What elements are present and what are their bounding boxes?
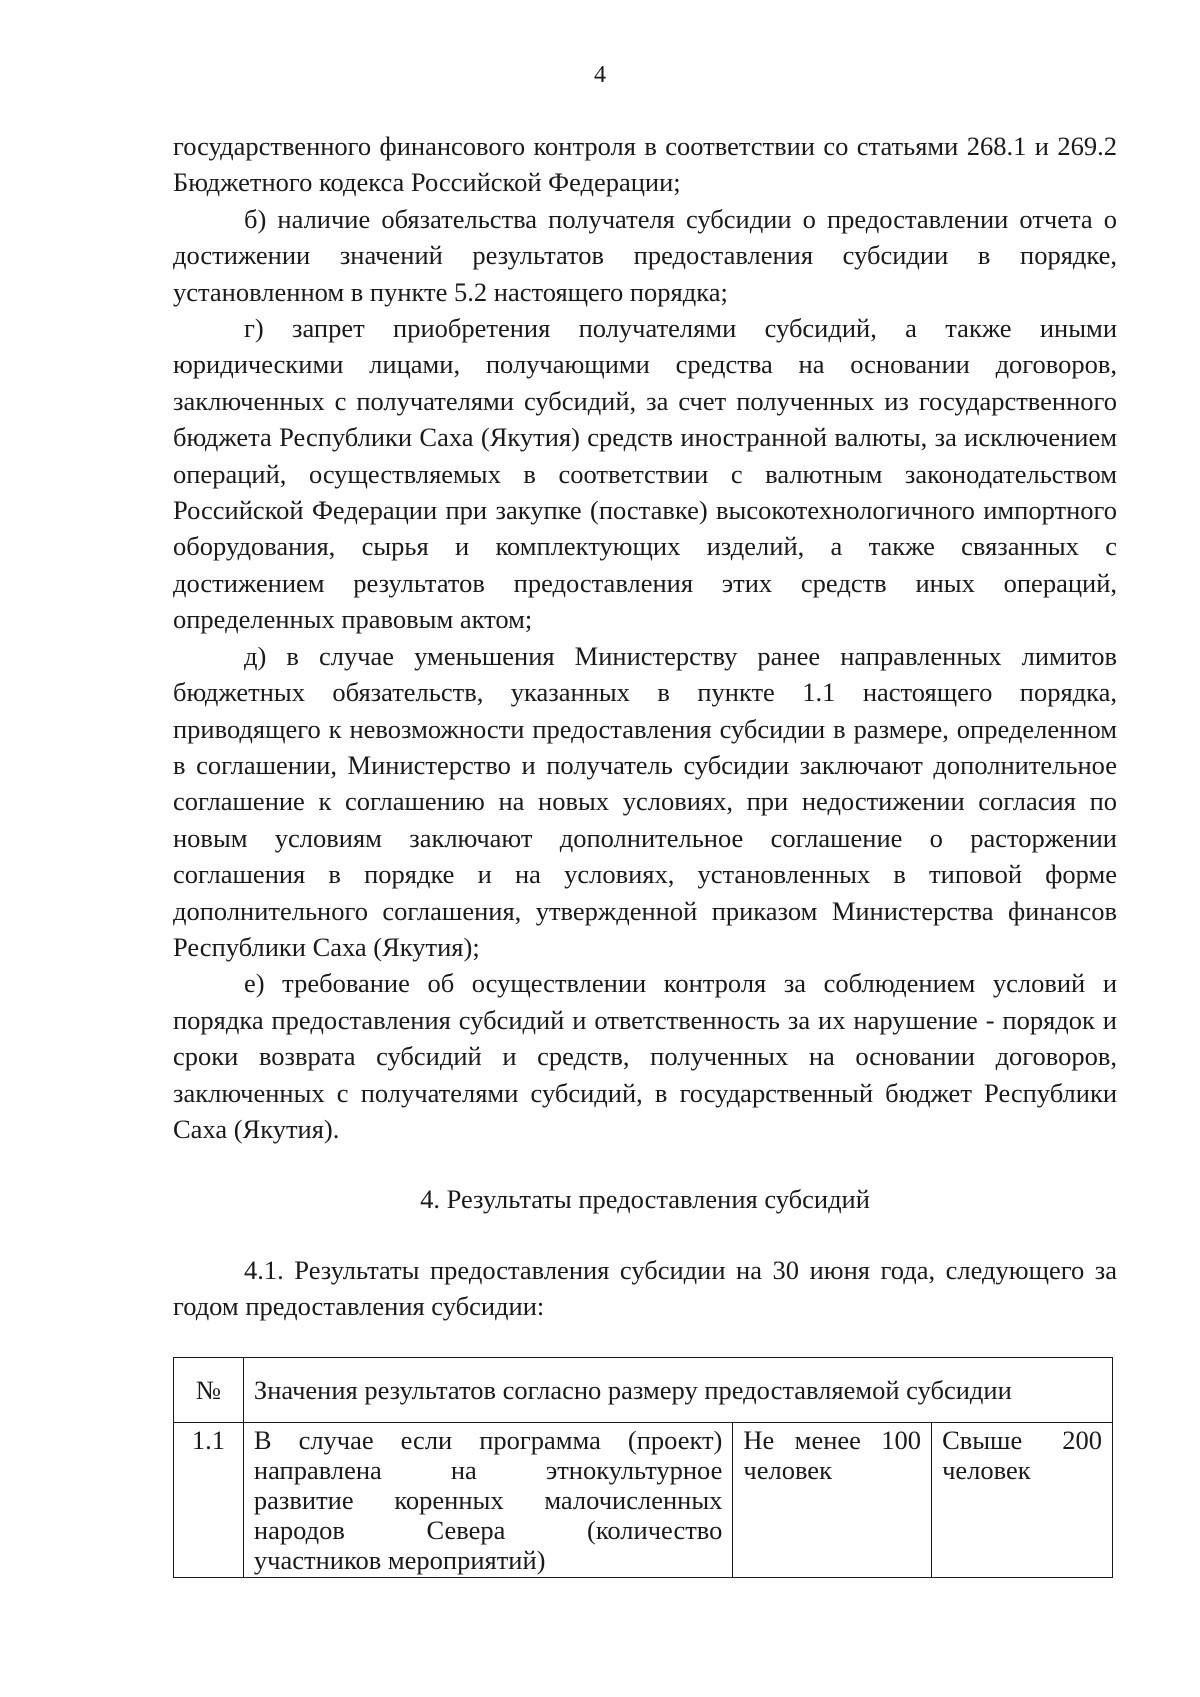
page-number: 4 bbox=[594, 62, 606, 88]
paragraph-d: д) в случае уменьшения Министерству ранее направленных лимитов бюджетных обязательств, указанных в пункте 1.1 настоящего порядка, приводящего к невозможности предоставления субсидии в размере, определенном в соглашении, Министерство и получатель субсидии заключают дополнительное соглашение к соглашению на новых условиях, при недостижении согласия по новым условиям заключают дополнительное соглашение о расторжении соглашения в порядке и на условиях, установленных в типовой форме дополнительного соглашения, утвержденной приказом Министерства финансов Республики Саха (Якутия); bbox=[173, 640, 1117, 962]
value-line: Свыше 200 bbox=[942, 1425, 1102, 1455]
table-row bbox=[174, 1423, 1113, 1578]
header-text-cell: Значения результатов согласно размеру предоставляемой субсидии bbox=[243, 1358, 1112, 1423]
row-value-over-cell bbox=[932, 1423, 1113, 1578]
section-heading: 4. Результаты предоставления субсидий bbox=[420, 1184, 870, 1215]
description-line: участников мероприятий) bbox=[253, 1545, 546, 1575]
row-number-cell: 1.1 bbox=[174, 1423, 244, 1578]
paragraph-continuation: государственного финансового контроля в соответствии со статьями 268.1 и 269.2 Бюджетного кодекса Российской Федерации; bbox=[173, 131, 1117, 198]
description-line: направлена на этнокультурное bbox=[253, 1455, 723, 1485]
paragraph-4-1: 4.1. Результаты предоставления субсидии на 30 июня года, следующего за годом предоставления субсидии: bbox=[173, 1254, 1117, 1322]
row-value-min-cell bbox=[733, 1423, 932, 1578]
paragraph-e: е) требование об осуществлении контроля за соблюдением условий и порядка предоставления субсидий и ответственность за их нарушение - порядок и сроки возврата субсидий и средств, полученных на основании договоров, заключенных с получателями субсидий, в государственный бюджет Республики Саха (Якутия). bbox=[173, 968, 1117, 1144]
row-description-cell bbox=[243, 1423, 732, 1578]
value-line: человек bbox=[942, 1455, 1031, 1485]
results-table bbox=[173, 1357, 1113, 1578]
value-line: человек bbox=[743, 1455, 832, 1485]
description-line: развитие коренных малочисленных bbox=[253, 1485, 723, 1515]
description-line: народов Севера (количество bbox=[253, 1515, 723, 1545]
header-number-cell: № bbox=[174, 1358, 244, 1423]
document-body bbox=[173, 128, 1117, 1325]
paragraph-g: г) запрет приобретения получателями субсидий, а также иными юридическими лицами, получающими средства на основании договоров, заключенных с получателями субсидий, за счет полученных из государственного бюджета Республики Саха (Якутия) средств иностранной валюты, за исключением операций, осуществляемых в соответствии с валютным законодательством Российской Федерации при закупке (поставке) высокотехнологичного импортного оборудования, сырья и комплектующих изделий, а также связанных с достижением результатов предоставления этих средств иных операций, определенных правовым актом; bbox=[173, 313, 1117, 635]
paragraph-b: б) наличие обязательства получателя субсидии о предоставлении отчета о достижении значений результатов предоставления субсидии в порядке, установленном в пункте 5.2 настоящего порядка; bbox=[173, 203, 1117, 307]
description-line: В случае если программа (проект) bbox=[253, 1425, 723, 1455]
value-line: Не менее 100 bbox=[743, 1425, 922, 1455]
table-header-row bbox=[174, 1358, 1113, 1423]
